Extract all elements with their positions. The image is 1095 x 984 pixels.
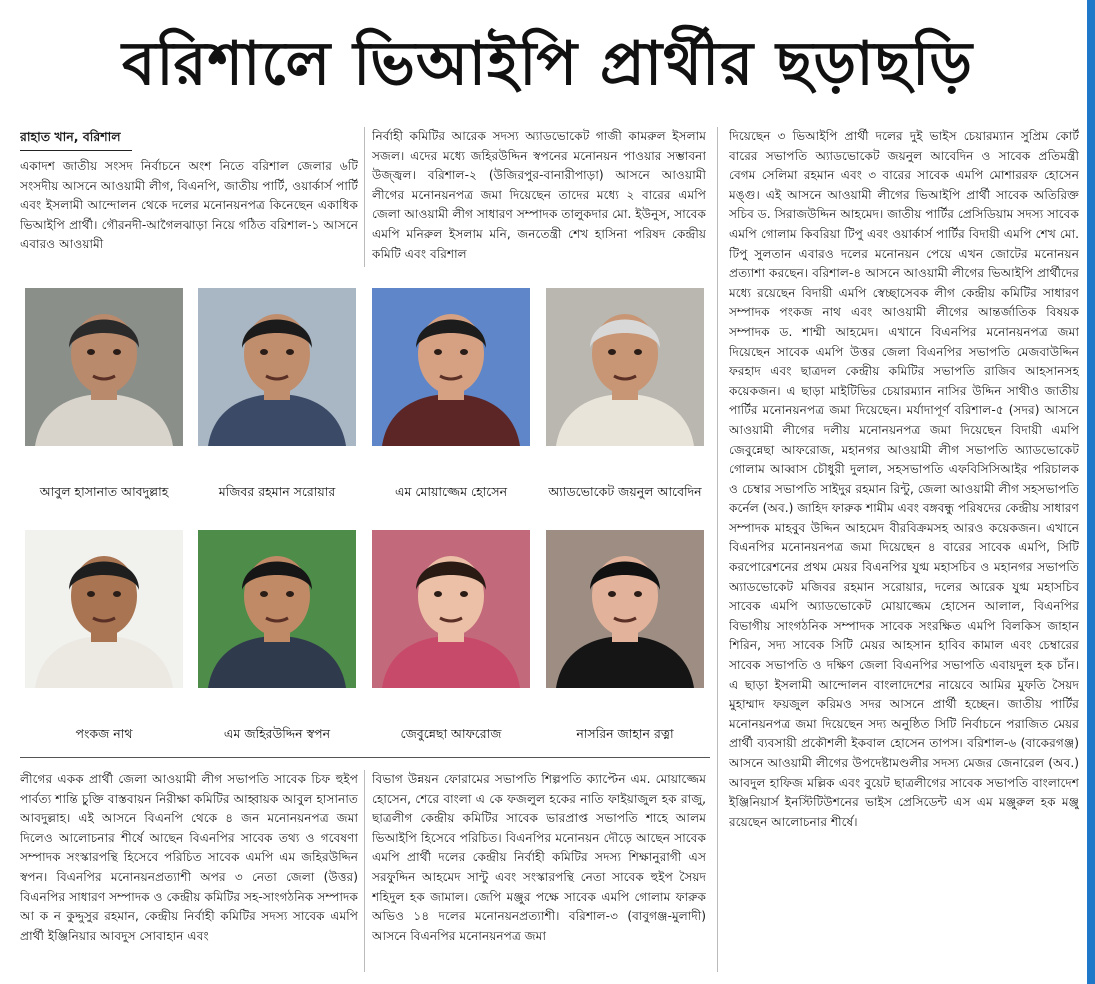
photo-caption: এম জহিরউদ্দিন স্বপন	[223, 726, 331, 741]
portrait-photo	[198, 288, 356, 446]
article-paragraph: নির্বাহী কমিটির আরেক সদস্য অ্যাডভোকেট গাজী কামরুল ইসলাম সজল। এদের মধ্যে জহিরউদ্দিন স্বপনের মনোনয়ন পাওয়ার সম্ভাবনা উজ্জ্বল। বরিশাল-২ (উজিরপুর-বানারীপাড়া) আসনে আওয়ামী লীগের মনোনয়নপত্র জমা দিয়েছেন তাদের মধ্যে ২ বারের এমপি জেলা আওয়ামী লীগ সাধারণ সম্পাদক তালুকদার মো. ইউনুস, সাবেক এমপি মনিরুল ইসলাম মনি, জনতেন্ত্রী শেখ হাসিনা পরিষদ কেন্দ্রীয় কমিটি এবং বরিশাল	[372, 129, 706, 261]
column-1-top	[20, 127, 358, 267]
byline-location: , বরিশাল	[73, 129, 121, 144]
column-divider	[364, 770, 365, 972]
photo-caption: এম মোয়াজ্জেম হোসেন	[394, 484, 508, 499]
portrait-illustration	[372, 530, 530, 688]
article-paragraph: একাদশ জাতীয় সংসদ নির্বাচনে অংশ নিতে বরিশাল জেলার ৬টি সংসদীয় আসনে আওয়ামী লীগ, বিএনপি, জাতীয় পার্টি, ওয়ার্কার্স পার্টি এবং ইসলামী আন্দোলন থেকে দলের মনোনয়নপত্র কিনেছেন একাধিক ভিআইপি প্রার্থী। গৌরনদী-আগৈলঝাড়া নিয়ে গঠিত বরিশাল-১ আসনে এবারও আওয়ামী	[20, 159, 358, 252]
portrait-illustration	[198, 288, 356, 446]
portrait-illustration	[25, 288, 183, 446]
article-paragraph: লীগের একক প্রার্থী জেলা আওয়ামী লীগ সভাপতি সাবেক চিফ হুইপ পার্বত্য শান্তি চুক্তি বাস্তবায়ন নিরীক্ষা কমিটির আহ্বায়ক আবুল হাসানাত আবদুল্লাহ। এই আসনে বিএনপি থেকে ৪ জন মনোনয়নপত্র জমা দিলেও আলোচনার শীর্ষে আছেন বিএনপির সাবেক তথ্য ও গবেষণা সম্পাদক সংস্কারপন্থি হিসেবে পরিচিত সাবেক এমপি এম জহিরউদ্দিন স্বপন। বিএনপির মনোনয়নপ্রত্যাশী অপর ৩ নেতা জেলা (উত্তর) বিএনপির সাধারণ সম্পাদক ও কেন্দ্রীয় কমিটির সহ-সাংগঠনিক সম্পাদক আ ক ন কুদ্দুসুর রহমান, কেন্দ্রীয় নির্বাহী কমিটির সদস্য সাবেক এমপি প্রার্থী ইঞ্জিনিয়ার আবদুস সোবাহান এবং	[20, 772, 358, 943]
column-2-top	[372, 127, 706, 267]
photo-caption: জেবুন্নেছা আফরোজ	[400, 726, 502, 741]
portrait-illustration	[25, 530, 183, 688]
portrait-illustration	[372, 288, 530, 446]
portrait-photo	[546, 530, 704, 688]
portrait-photo	[372, 530, 530, 688]
column-divider	[717, 127, 718, 972]
photo-section-rule	[20, 757, 710, 758]
photo-caption: মজিবর রহমান সরোয়ার	[218, 484, 336, 499]
headline: বরিশালে ভিআইপি প্রার্থীর ছড়াছড়ি	[121, 29, 974, 99]
byline-author: রাহাত খান	[20, 129, 74, 144]
article-paragraph: বিভাগ উন্নয়ন ফোরামের সভাপতি শিল্পপতি ক্যাপ্টেন এম. মোয়াজ্জেম হোসেন, শেরে বাংলা এ কে ফজলুল হকের নাতি ফাইয়াজুল হক রাজু, ছাত্রলীগ কেন্দ্রীয় কমিটির সাবেক ভারপ্রাপ্ত সভাপতি শাহে আলম ভিআইপি হিসেবে পরিচিত। বিএনপির মনোনয়ন দৌড়ে আছেন সাবেক এমপি প্রার্থী দলের কেন্দ্রীয় নির্বাহী কমিটির সদস্য শিক্ষানুরাগী এস সরফুদ্দিন আহমেদ সান্টু এবং সংস্কারপন্থি নেতা সাবেক হুইপ সৈয়দ শহিদুল হক জামাল। জেপি মঞ্জুর পক্ষে সাবেক এমপি গোলাম ফারুক অভিও ১৪ দলের মনোনয়নপ্রত্যাশী। বরিশাল-৩ (বাবুগঞ্জ-মুলাদী) আসনে বিএনপির মনোনয়নপত্র জমা	[372, 772, 706, 943]
column-1-bottom	[20, 770, 358, 972]
byline-rule	[20, 150, 132, 151]
column-divider	[364, 127, 365, 267]
byline	[20, 127, 358, 147]
portrait-photo	[198, 530, 356, 688]
photo-caption: আবুল হাসানাত আবদুল্লাহ	[39, 484, 169, 499]
portrait-photo	[25, 530, 183, 688]
article-paragraph: দিয়েছেন ৩ ভিআইপি প্রার্থী দলের দুই ভাইস চেয়ারম্যান সুপ্রিম কোর্ট বারের সভাপতি অ্যাডভোকেট জয়নুল আবেদিন ও সাবেক প্রতিমন্ত্রী বেগম সেলিমা রহমান এবং ৩ বারের সাবেক এমপি মোশাররফ হোসেন মঙ্গু। এই আসনে আওয়ামী লীগের ভিআইপি প্রার্থী সাবেক অতিরিক্ত সচিব ড. সিরাজউদ্দিন আহমেদ। জাতীয় পার্টির প্রেসিডিয়াম সদস্য সাবেক এমপি গোলাম কিবরিয়া টিপু এবং ওয়ার্কার্স পার্টির বিদায়ী এমপি শেখ মো. টিপু সুলতান এবারও দলের মনোনয়ন পেয়ে এখন জোটের মনোনয়ন প্রত্যাশা করছেন। বরিশাল-৪ আসনে আওয়ামী লীগের ভিআইপি প্রার্থীদের মধ্যে রয়েছেন বিদায়ী এমপি স্বেচ্ছাসেবক লীগ কেন্দ্রীয় কমিটির সাধারণ সম্পাদক পংকজ নাথ এবং আওয়ামী লীগের আন্তর্জাতিক বিষয়ক সম্পাদক ড. শাম্মী আহমেদ। এখানে বিএনপির মনোনয়নপত্র জমা দিয়েছেন সাবেক এমপি উত্তর জেলা বিএনপির সভাপতি মেজবাউদ্দিন ফরহাদ এবং ছাত্রদল কেন্দ্রীয় কমিটির সভাপতি রাজিব আহসানসহ কয়েকজন। এ ছাড়া মাইটিভির চেয়ারম্যান নাসির উদ্দিন সাথীও জাতীয় পার্টির মনোনয়নপত্র জমা দিয়েছেন। মর্যাদাপূর্ণ বরিশাল-৫ (সদর) আসনে আওয়ামী লীগের দলীয় মনোনয়নপত্র জমা দিয়েছেন বিদায়ী এমপি জেবুন্নেছা আফরোজ, মহানগর আওয়ামী লীগ সভাপতি অ্যাডভোকেট গোলাম আব্বাস চৌধুরী দুলাল, সহসভাপতি এফবিসিসিআইর পরিচালক ও চেম্বার সভাপতি সাইদুর রহমান রিন্টু, জেলা আওয়ামী লীগ সহসভাপতি কর্নেল (অব.) জাহিদ ফারুক শামীম এবং বঙ্গবন্ধু পরিষদের কেন্দ্রীয় সাধারণ সম্পাদক মাহবুব উদ্দিন আহমেদ বীরবিক্রমসহ আরও কয়েকজন। এখানে বিএনপির মনোনয়নপত্র জমা দিয়েছেন ৪ বারের সাবেক এমপি, সিটি করপোরেশনের প্রথম মেয়র বিএনপির যুগ্ম মহাসচিব ও মহানগর সভাপতি অ্যাডভোকেট মজিবর রহমান সরোয়ার, দলের আরেক যুগ্ম মহাসচিব সাবেক এমপি অ্যাডভোকেট মোয়াজ্জেম হোসেন আলাল, বিএনপির বিভাগীয় সাংগঠনিক সম্পাদক সাবেক সংরক্ষিত এমপি বিলকিস জাহান শিরিন, সদ্য সাবেক সিটি মেয়র আহসান হাবিব কামাল এবং চেম্বারের সাবেক সভাপতি ও দক্ষিণ জেলা বিএনপির সভাপতি এবায়দুল হক চাঁন। এ ছাড়া ইসলামী আন্দোলন বাংলাদেশের নায়েবে আমির মুফতি সৈয়দ মুহাম্মাদ ফয়জুল করিমও সদর আসনে প্রার্থী হচ্ছেন। জাতীয় পার্টির মনোনয়নপত্র জমা দিয়েছেন সদ্য অনুষ্ঠিত সিটি নির্বাচনে পরাজিত মেয়র প্রার্থী ব্যবসায়ী প্রকৌশলী ইকবাল হোসেন তাপস। বরিশাল-৬ (বাকেরগঞ্জ) আসনে আওয়ামী লীগের উপদেষ্টামণ্ডলীর সদস্য মেজর জেনারেল (অব.) আবদুল হাফিজ মল্লিক এবং বুয়েট ছাত্রলীগের সাবেক সভাপতি বাংলাদেশ ইঞ্জিনিয়ার্স ইনস্টিটিউশনের ভাইস প্রেসিডেন্ট এস এম মঞ্জুরুল হক মঞ্জু রয়েছেন আলোচনার শীর্ষে।	[729, 129, 1079, 829]
portrait-photo	[372, 288, 530, 446]
portrait-photo	[546, 288, 704, 446]
edge-accent-bar	[1087, 0, 1095, 984]
photo-caption: নাসরিন জাহান রত্না	[576, 726, 674, 741]
portrait-illustration	[546, 288, 704, 446]
portrait-illustration	[546, 530, 704, 688]
column-2-bottom	[372, 770, 706, 972]
portrait-illustration	[198, 530, 356, 688]
column-3	[729, 127, 1079, 972]
photo-caption: অ্যাডভোকেট জয়নুল আবেদিন	[548, 484, 702, 499]
photo-caption: পংকজ নাথ	[75, 726, 133, 741]
portrait-photo	[25, 288, 183, 446]
